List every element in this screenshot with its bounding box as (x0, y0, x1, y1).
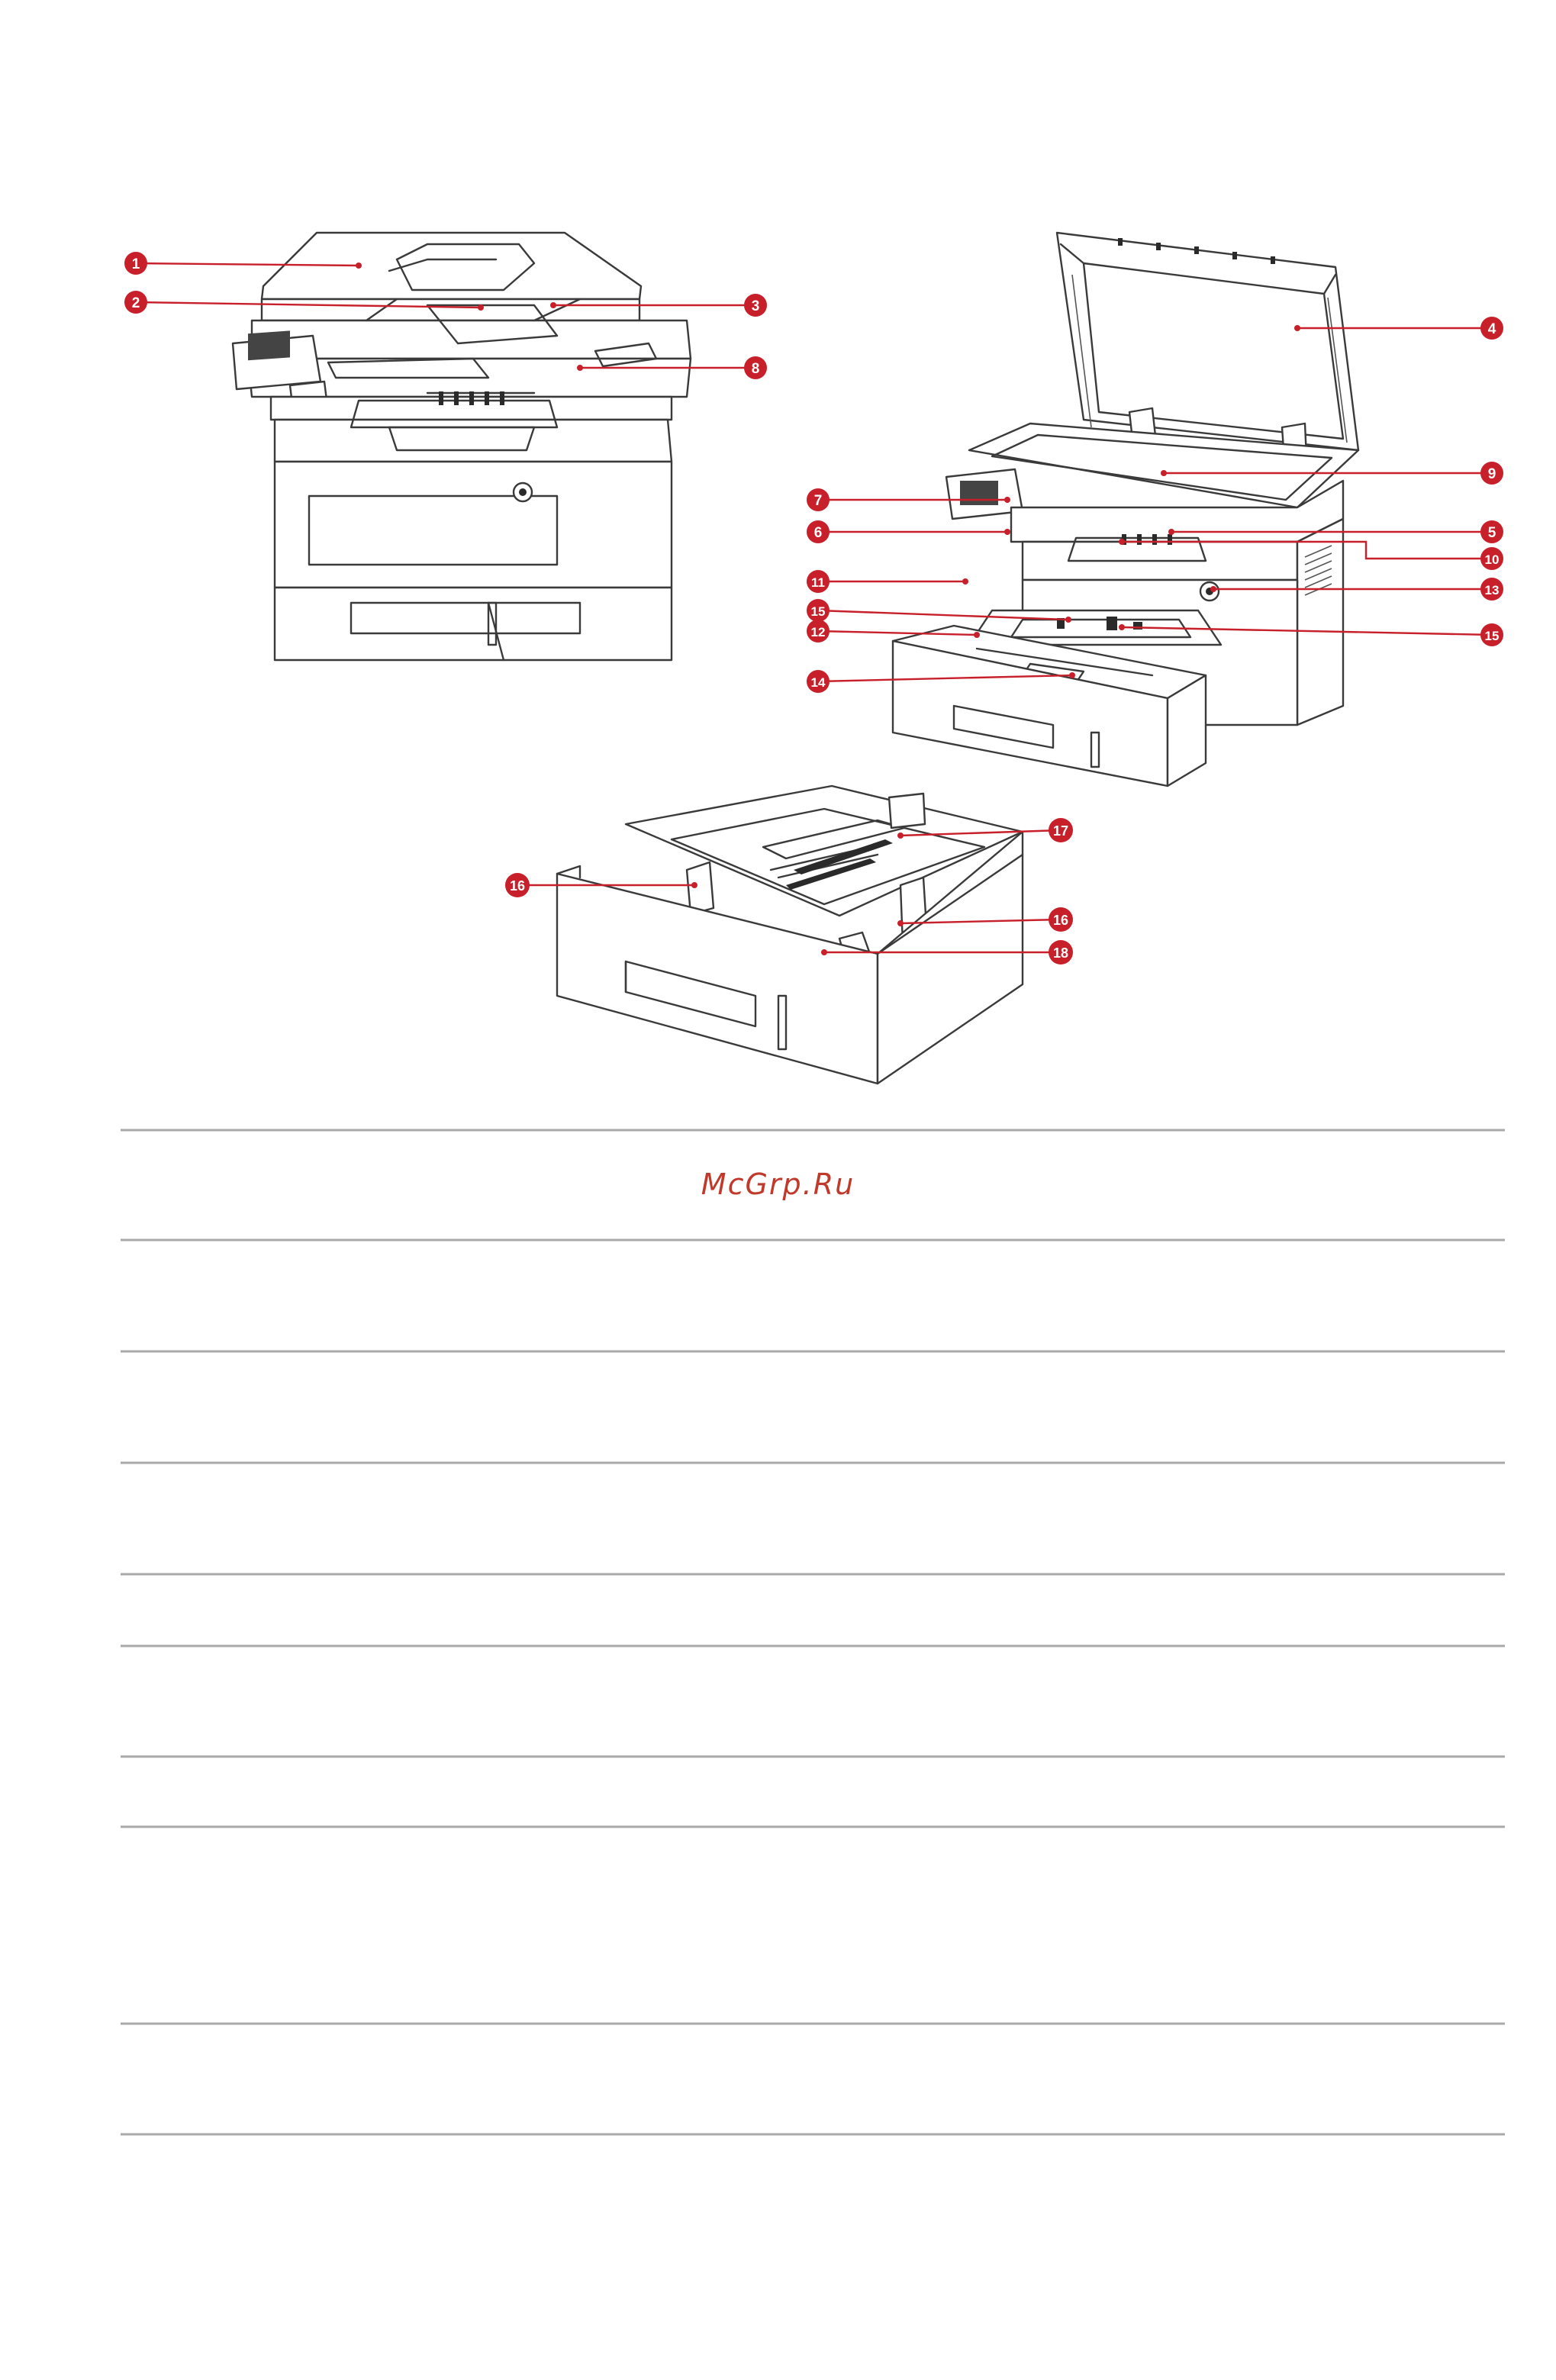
callout-label: 10 (1484, 552, 1500, 567)
paper-tray-illustration (557, 786, 1023, 1084)
callout-label: 16 (1052, 913, 1069, 928)
callout-label: 1 (131, 256, 140, 272)
callout-label: 3 (751, 298, 760, 314)
callout-label: 5 (1487, 525, 1496, 541)
callout-label: 18 (1052, 945, 1069, 961)
parts-table (121, 1130, 1505, 2134)
callout-label: 12 (810, 625, 826, 639)
callout-label: 2 (131, 295, 140, 311)
callout-label: 7 (813, 493, 823, 509)
watermark: McGrp.Ru (701, 1167, 855, 1201)
callout-label: 16 (509, 878, 526, 894)
callout-label: 9 (1487, 466, 1496, 482)
callout-label: 11 (811, 575, 825, 590)
callout-label: 15 (810, 604, 826, 619)
printer-flatbed-illustration (893, 233, 1358, 786)
callout-label: 4 (1487, 321, 1496, 337)
callout-label: 15 (1484, 629, 1500, 643)
callout-label: 17 (1052, 823, 1069, 839)
callout-label: 6 (813, 525, 823, 541)
callout-label: 14 (810, 675, 826, 690)
callout-label: 13 (1484, 583, 1500, 597)
printer-adf-illustration (233, 233, 691, 660)
callout-label: 8 (751, 361, 760, 377)
